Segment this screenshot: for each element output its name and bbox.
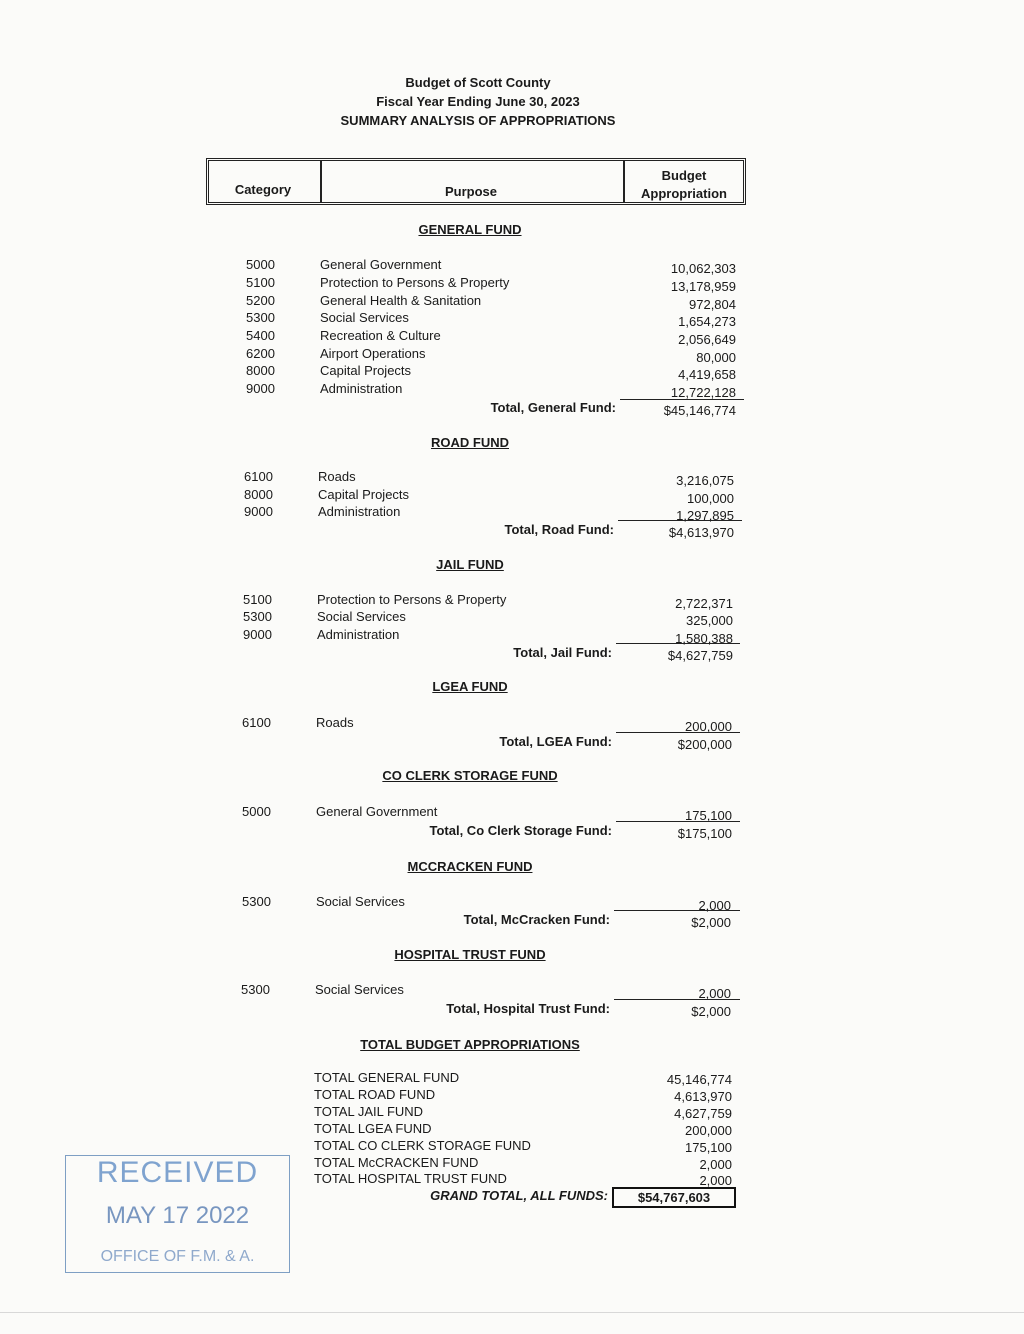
purpose-text: Administration: [317, 627, 400, 642]
category-code: 6200: [246, 346, 275, 361]
summary-label: TOTAL HOSPITAL TRUST FUND: [314, 1171, 507, 1186]
appropriation-amount: 100,000: [687, 491, 734, 506]
fund-total-value: $2,000: [691, 915, 731, 930]
fund-total-value: $4,613,970: [668, 525, 734, 540]
category-code: 6100: [244, 469, 273, 484]
fund-total-value: $2,000: [691, 1004, 731, 1019]
purpose-text: Roads: [318, 469, 356, 484]
summary-value: 2,000: [699, 1157, 732, 1172]
purpose-text: General Government: [320, 257, 442, 272]
fund-title-jail: JAIL FUND: [436, 557, 504, 572]
stamp-received: RECEIVED: [96, 1156, 259, 1189]
appropriation-amount: 1,297,895: [676, 508, 734, 523]
purpose-text: General Health & Sanitation: [320, 293, 482, 308]
purpose-text: Social Services: [316, 894, 405, 909]
purpose-text: Protection to Persons & Property: [317, 592, 507, 607]
fund-title-general: GENERAL FUND: [418, 222, 522, 237]
purpose-text: Protection to Persons & Property: [320, 275, 510, 290]
appropriation-amount: 4,419,658: [678, 367, 736, 382]
appropriation-amount: 1,654,273: [678, 314, 736, 329]
summary-row: [314, 1138, 732, 1155]
appropriation-amount: 972,804: [689, 297, 736, 312]
category-code: 8000: [244, 487, 273, 502]
summary-value: 45,146,774: [666, 1072, 732, 1087]
appropriation-amount: 325,000: [686, 613, 733, 628]
category-code: 5000: [242, 804, 271, 819]
doc-title-fiscal-year: Fiscal Year Ending June 30, 2023: [376, 94, 580, 109]
fund-total-label: Total, Jail Fund:: [513, 645, 612, 660]
summary-label: TOTAL ROAD FUND: [314, 1087, 436, 1102]
summary-label: TOTAL McCRACKEN FUND: [314, 1155, 479, 1170]
table-row: [244, 469, 734, 486]
table-row: [246, 328, 736, 345]
appropriation-amount: 13,178,959: [670, 279, 736, 294]
table-row: [241, 982, 731, 999]
purpose-text: Social Services: [317, 609, 406, 624]
header-budget: Budget: [661, 168, 707, 183]
fund-total-label: Total, Hospital Trust Fund:: [446, 1001, 610, 1016]
appropriation-amount: 200,000: [685, 719, 732, 734]
table-row: [246, 293, 736, 310]
fund-total-value: $175,100: [677, 826, 732, 841]
table-row: [242, 804, 732, 821]
table-row: [244, 487, 734, 504]
category-code: 9000: [243, 627, 272, 642]
summary-value: 2,000: [699, 1173, 732, 1188]
category-code: 9000: [244, 504, 273, 519]
fund-total-value: $45,146,774: [663, 403, 736, 418]
summary-title: TOTAL BUDGET APPROPRIATIONS: [360, 1037, 580, 1052]
category-code: 5300: [241, 982, 270, 997]
appropriation-amount: 2,000: [698, 898, 731, 913]
doc-title-summary: SUMMARY ANALYSIS OF APPROPRIATIONS: [340, 113, 616, 128]
fund-total-value: $4,627,759: [667, 648, 733, 663]
doc-title-county: Budget of Scott County: [405, 75, 551, 90]
appropriation-amount: 80,000: [696, 350, 736, 365]
fund-total-label: Total, General Fund:: [490, 400, 616, 415]
summary-value: 4,613,970: [674, 1089, 732, 1104]
table-row: [246, 363, 736, 380]
summary-row: [314, 1070, 732, 1087]
category-code: 5000: [246, 257, 275, 272]
appropriation-amount: 2,722,371: [675, 596, 733, 611]
purpose-text: General Government: [316, 804, 438, 819]
category-code: 5300: [242, 894, 271, 909]
appropriation-amount: 12,722,128: [670, 385, 736, 400]
category-code: 5200: [246, 293, 275, 308]
appropriation-amount: 2,000: [698, 986, 731, 1001]
summary-label: TOTAL JAIL FUND: [314, 1104, 424, 1119]
summary-value: 200,000: [685, 1123, 732, 1138]
fund-total-label: Total, McCracken Fund:: [463, 912, 610, 927]
table-row: [246, 275, 736, 292]
table-row: [243, 592, 733, 609]
summary-label: TOTAL GENERAL FUND: [314, 1070, 460, 1085]
summary-row: [314, 1171, 732, 1188]
appropriation-amount: 2,056,649: [678, 332, 736, 347]
page-bottom-rule: [0, 1312, 1024, 1313]
category-code: 5300: [246, 310, 275, 325]
purpose-text: Airport Operations: [320, 346, 426, 361]
purpose-text: Social Services: [315, 982, 404, 997]
table-row: [244, 504, 734, 521]
fund-title-coclerk: CO CLERK STORAGE FUND: [382, 768, 558, 783]
total-rule: [616, 643, 740, 644]
table-row: [243, 609, 733, 626]
received-stamp: [65, 1155, 290, 1273]
grand-total-value: $54,767,603: [612, 1187, 736, 1208]
summary-row: [314, 1155, 732, 1172]
purpose-text: Recreation & Culture: [320, 328, 441, 343]
summary-row: [314, 1121, 732, 1138]
fund-title-lgea: LGEA FUND: [432, 679, 508, 694]
total-rule: [618, 520, 742, 521]
total-rule: [616, 821, 740, 822]
fund-title-road: ROAD FUND: [431, 435, 509, 450]
summary-value: 175,100: [685, 1140, 732, 1155]
category-code: 6100: [242, 715, 271, 730]
total-rule: [614, 910, 740, 911]
appropriation-amount: 1,580,388: [675, 631, 733, 646]
table-row: [246, 310, 736, 327]
purpose-text: Roads: [316, 715, 354, 730]
table-row: [246, 346, 736, 363]
summary-value: 4,627,759: [674, 1106, 732, 1121]
appropriation-amount: 3,216,075: [676, 473, 734, 488]
fund-total-label: Total, Co Clerk Storage Fund:: [429, 823, 612, 838]
grand-total-label: GRAND TOTAL, ALL FUNDS:: [430, 1188, 608, 1203]
table-row: [246, 381, 736, 398]
total-rule: [616, 732, 740, 733]
summary-label: TOTAL LGEA FUND: [314, 1121, 432, 1136]
header-category: Category: [234, 182, 292, 197]
fund-total-value: $200,000: [677, 737, 732, 752]
table-row: [242, 715, 732, 732]
purpose-text: Administration: [318, 504, 401, 519]
fund-total-label: Total, Road Fund:: [504, 522, 614, 537]
category-code: 8000: [246, 363, 275, 378]
table-row: [246, 257, 736, 274]
summary-row: [314, 1087, 732, 1104]
total-rule: [620, 399, 744, 400]
stamp-date: MAY 17 2022: [105, 1202, 250, 1229]
purpose-text: Administration: [320, 381, 403, 396]
purpose-text: Social Services: [320, 310, 409, 325]
category-code: 9000: [246, 381, 275, 396]
header-appropriation: Appropriation: [641, 186, 727, 201]
fund-total-label: Total, LGEA Fund:: [499, 734, 612, 749]
total-rule: [614, 999, 740, 1000]
category-code: 5400: [246, 328, 275, 343]
appropriation-amount: 175,100: [685, 808, 732, 823]
summary-label: TOTAL CO CLERK STORAGE FUND: [314, 1138, 531, 1153]
category-code: 5100: [243, 592, 272, 607]
summary-row: [314, 1104, 732, 1121]
fund-title-mccracken: MCCRACKEN FUND: [407, 859, 533, 874]
fund-title-hospital: HOSPITAL TRUST FUND: [394, 947, 546, 962]
purpose-text: Capital Projects: [318, 487, 410, 502]
stamp-office: OFFICE OF F.M. & A.: [100, 1248, 255, 1265]
table-row: [243, 627, 733, 644]
category-code: 5100: [246, 275, 275, 290]
appropriation-amount: 10,062,303: [670, 261, 736, 276]
purpose-text: Capital Projects: [320, 363, 412, 378]
header-purpose: Purpose: [444, 184, 497, 199]
category-code: 5300: [243, 609, 272, 624]
table-row: [242, 894, 731, 911]
